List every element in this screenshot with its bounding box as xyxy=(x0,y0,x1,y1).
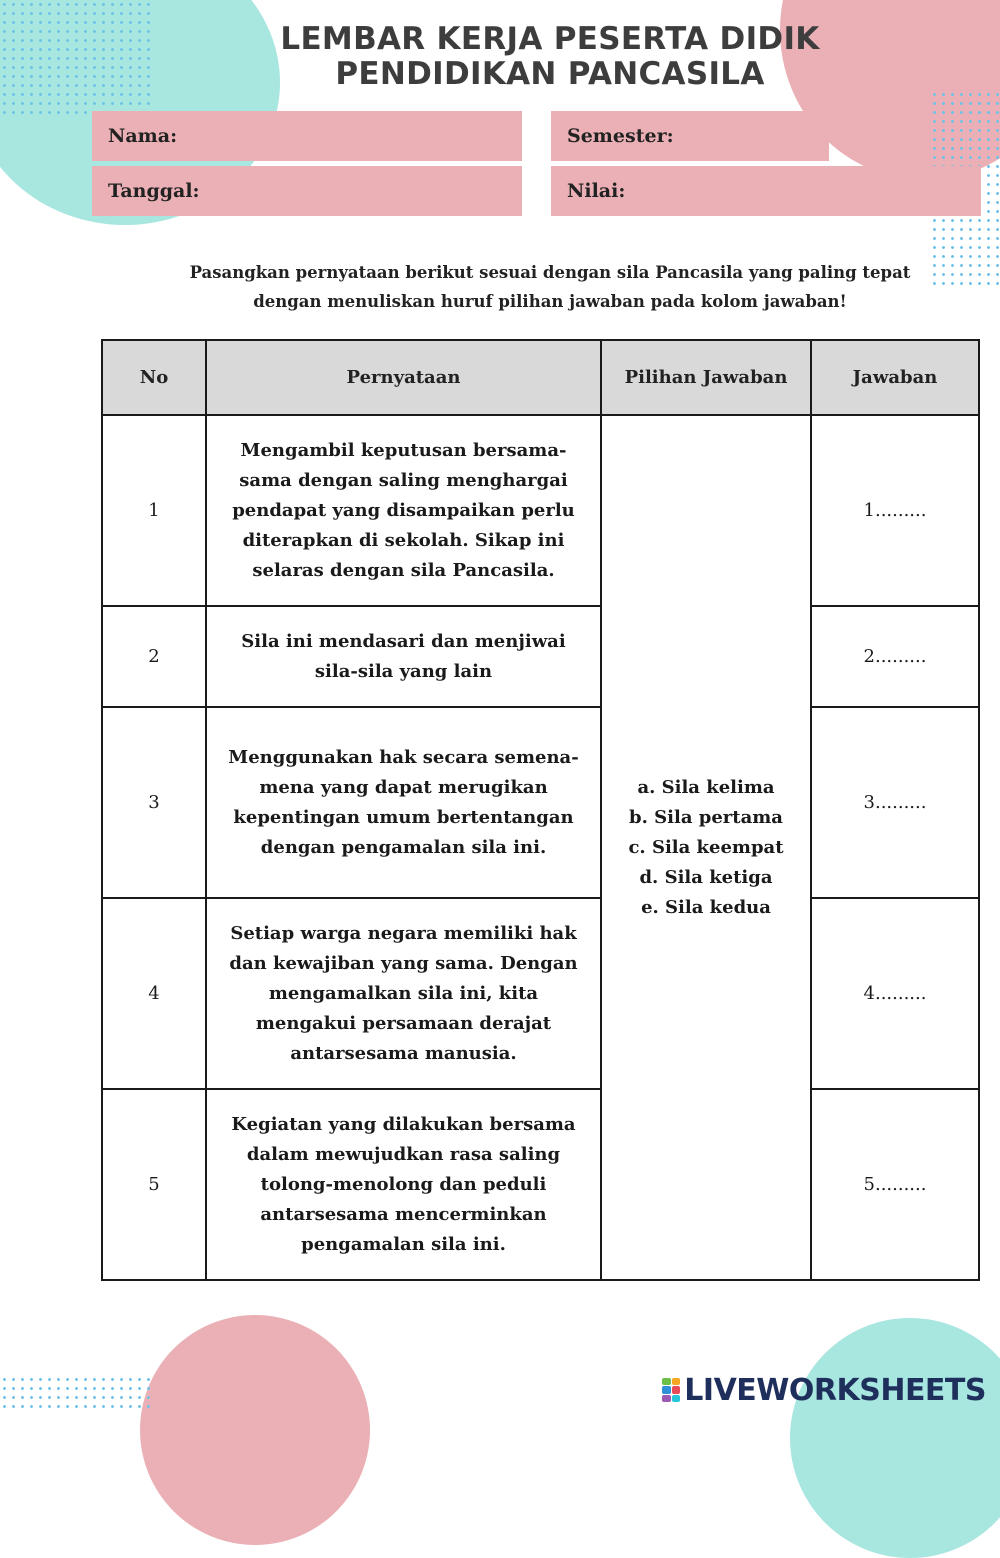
table-header-row xyxy=(102,340,979,415)
answer-blank-1[interactable]: 1......... xyxy=(811,415,979,606)
nilai-label: Nilai: xyxy=(567,180,626,202)
option-e: e. Sila kedua xyxy=(641,896,771,918)
instruction-line-2: dengan menuliskan huruf pilihan jawaban pada kolom jawaban! xyxy=(253,292,847,311)
statement-cell: Mengambil keputusan bersama-sama dengan saling menghargai pendapat yang disampaikan perlu diterapkan di sekolah. Sikap ini selaras dengan sila Pancasila. xyxy=(206,415,601,606)
answer-blank-5[interactable]: 5......... xyxy=(811,1089,979,1280)
statement-cell: Kegiatan yang dilakukan bersama dalam mewujudkan rasa saling tolong-menolong dan peduli antarsesama mencerminkan pengamalan sila ini. xyxy=(206,1089,601,1280)
logo-text: LIVEWORKSHEETS xyxy=(684,1372,986,1408)
option-c: c. Sila keempat xyxy=(628,836,784,858)
dot-pattern-top-left xyxy=(0,0,150,120)
table-row xyxy=(102,1089,979,1280)
semester-label: Semester: xyxy=(567,125,674,147)
header-jawaban: Jawaban xyxy=(811,340,979,415)
table-row xyxy=(102,898,979,1089)
page-title xyxy=(200,22,900,92)
header-pilihan-jawaban: Pilihan Jawaban xyxy=(601,340,811,415)
option-b: b. Sila pertama xyxy=(629,806,783,828)
header-no: No xyxy=(102,340,206,415)
row-number: 2 xyxy=(102,606,206,707)
row-number: 5 xyxy=(102,1089,206,1280)
dot-pattern-bottom-left xyxy=(0,1375,150,1414)
table-row xyxy=(102,606,979,707)
nama-label: Nama: xyxy=(108,125,178,147)
tanggal-label: Tanggal: xyxy=(108,180,200,202)
row-number: 1 xyxy=(102,415,206,606)
option-a: a. Sila kelima xyxy=(637,776,775,798)
semester-field[interactable] xyxy=(551,111,829,161)
answer-blank-4[interactable]: 4......... xyxy=(811,898,979,1089)
logo-icon xyxy=(662,1378,680,1402)
pink-circle-bottom xyxy=(140,1315,370,1545)
answer-blank-3[interactable]: 3......... xyxy=(811,707,979,898)
row-number: 4 xyxy=(102,898,206,1089)
instruction-line-1: Pasangkan pernyataan berikut sesuai dengan sila Pancasila yang paling tepat xyxy=(189,263,911,282)
liveworksheets-logo[interactable] xyxy=(662,1370,986,1410)
answer-options xyxy=(601,415,811,1280)
header-pernyataan: Pernyataan xyxy=(206,340,601,415)
option-d: d. Sila ketiga xyxy=(639,866,773,888)
mint-circle-bottom-right xyxy=(790,1318,1000,1558)
matching-table xyxy=(101,339,980,1281)
instructions xyxy=(150,258,950,316)
table-row xyxy=(102,415,979,606)
nama-field[interactable] xyxy=(92,111,522,161)
table-row xyxy=(102,707,979,898)
answer-blank-2[interactable]: 2......... xyxy=(811,606,979,707)
nilai-field[interactable] xyxy=(551,166,981,216)
title-line-2: PENDIDIKAN PANCASILA xyxy=(335,56,765,92)
statement-cell: Setiap warga negara memiliki hak dan kewajiban yang sama. Dengan mengamalkan sila ini, kita mengakui persamaan derajat antarsesama manusia. xyxy=(206,898,601,1089)
row-number: 3 xyxy=(102,707,206,898)
statement-cell: Menggunakan hak secara semena-mena yang dapat merugikan kepentingan umum bertentangan dengan pengamalan sila ini. xyxy=(206,707,601,898)
title-line-1: LEMBAR KERJA PESERTA DIDIK xyxy=(280,21,820,57)
tanggal-field[interactable] xyxy=(92,166,522,216)
statement-cell: Sila ini mendasari dan menjiwai sila-sila yang lain xyxy=(206,606,601,707)
